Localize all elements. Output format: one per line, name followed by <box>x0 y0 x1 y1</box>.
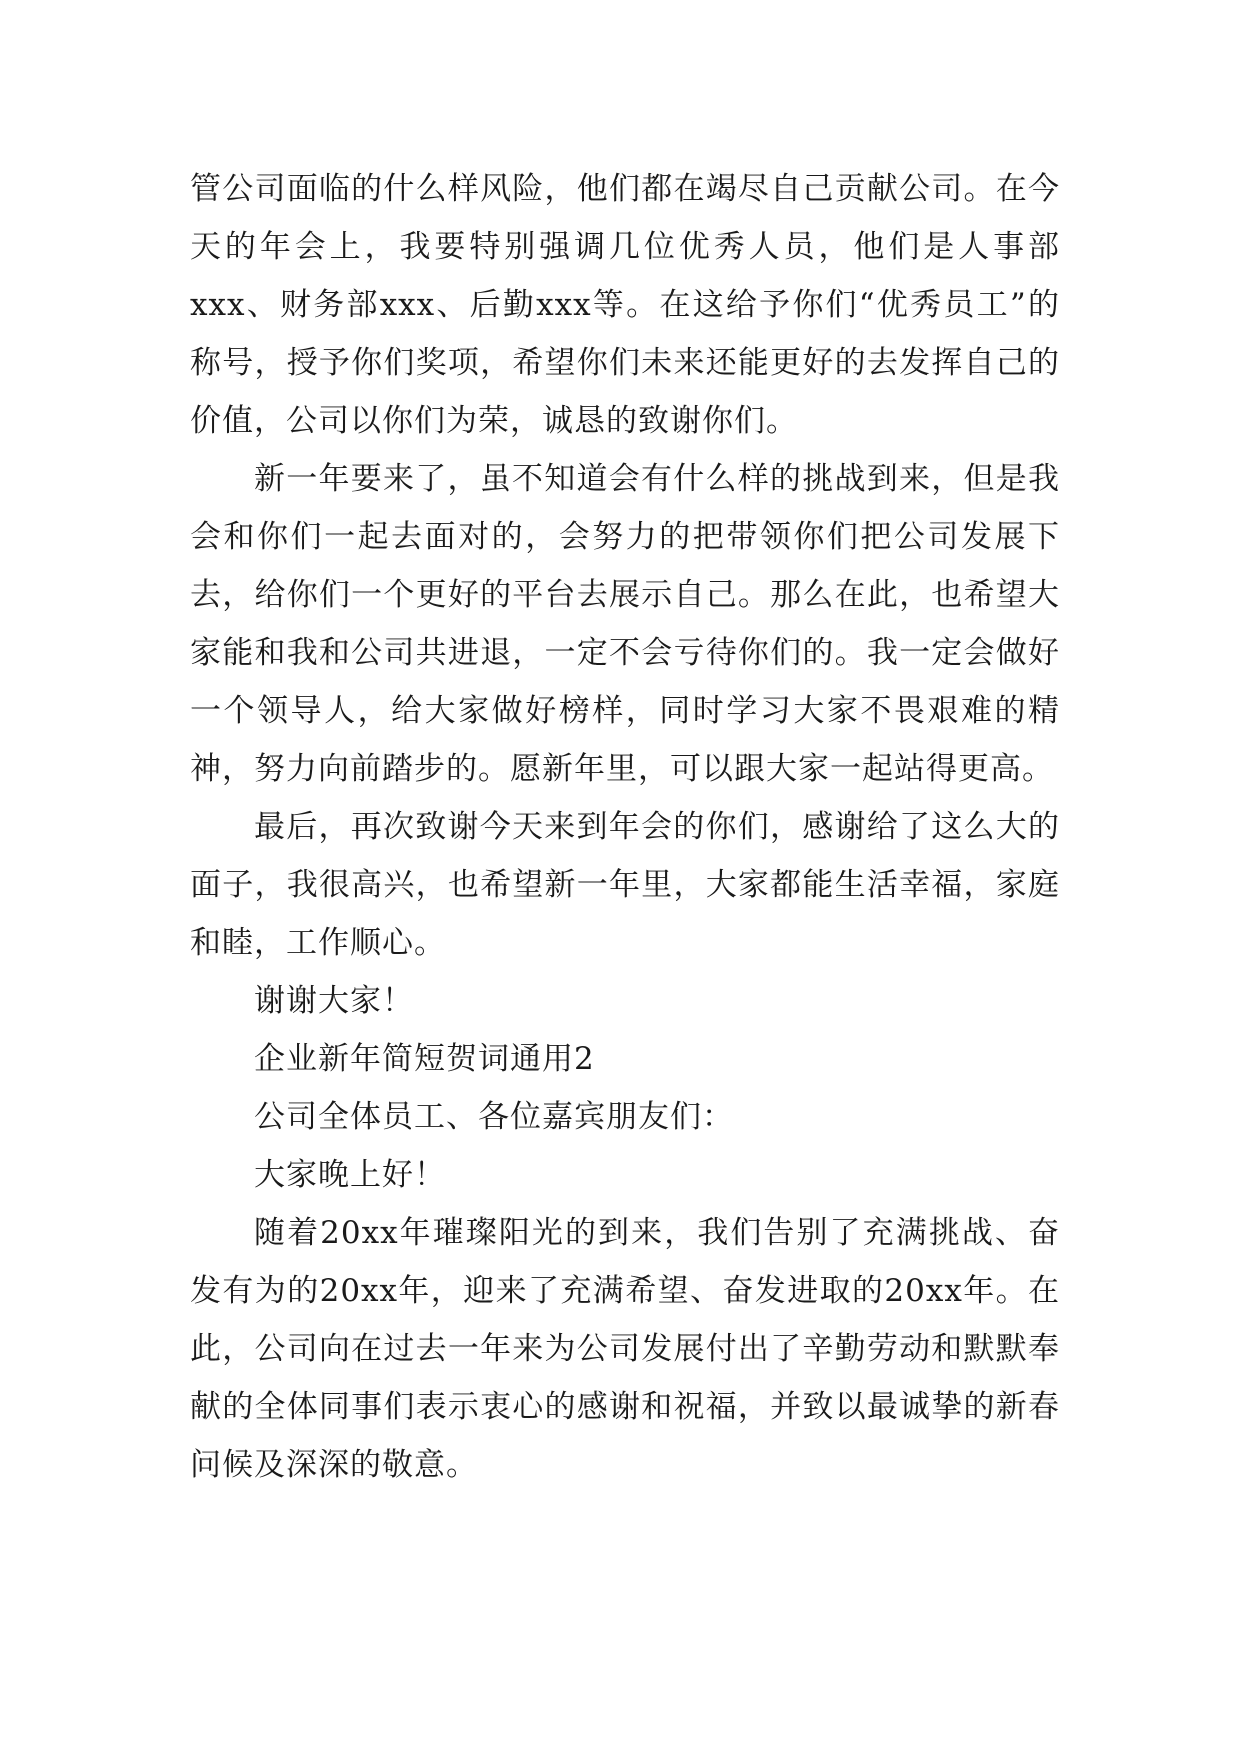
document-body <box>190 160 1060 1494</box>
paragraph-closing: 最后，再次致谢今天来到年会的你们，感谢给了这么大的面子，我很高兴，也希望新一年里，大家都能生活幸福，家庭和睦，工作顺心。 <box>190 809 1060 961</box>
paragraph-continued: 管公司面临的什么样风险，他们都在竭尽自己贡献公司。在今天的年会上，我要特别强调几位优秀人员，他们是人事部xxx、财务部xxx、后勤xxx等。在这给予你们“优秀员工”的称号，授予你们奖项，希望你们未来还能更好的去发挥自己的价值，公司以你们为荣，诚恳的致谢你们。 <box>190 171 1060 439</box>
section-heading: 企业新年简短贺词通用2 <box>254 1041 595 1077</box>
paragraph-new-year: 新一年要来了，虽不知道会有什么样的挑战到来，但是我会和你们一起去面对的，会努力的把带领你们把公司发展下去，给你们一个更好的平台去展示自己。那么在此，也希望大家能和我和公司共进退，一定不会亏待你们的。我一定会做好一个领导人，给大家做好榜样，同时学习大家不畏艰难的精神，努力向前踏步的。愿新年里，可以跟大家一起站得更高。 <box>190 461 1060 787</box>
paragraph-thanks: 谢谢大家！ <box>254 983 414 1019</box>
paragraph-opening: 随着20xx年璀璨阳光的到来，我们告别了充满挑战、奋发有为的20xx年，迎来了充满希望、奋发进取的20xx年。在此，公司向在过去一年来为公司发展付出了辛勤劳动和默默奉献的全体同事们表示衷心的感谢和祝福，并致以最诚挚的新春问候及深深的敬意。 <box>190 1215 1060 1483</box>
salutation: 公司全体员工、各位嘉宾朋友们： <box>254 1099 734 1135</box>
greeting: 大家晚上好！ <box>254 1157 446 1193</box>
